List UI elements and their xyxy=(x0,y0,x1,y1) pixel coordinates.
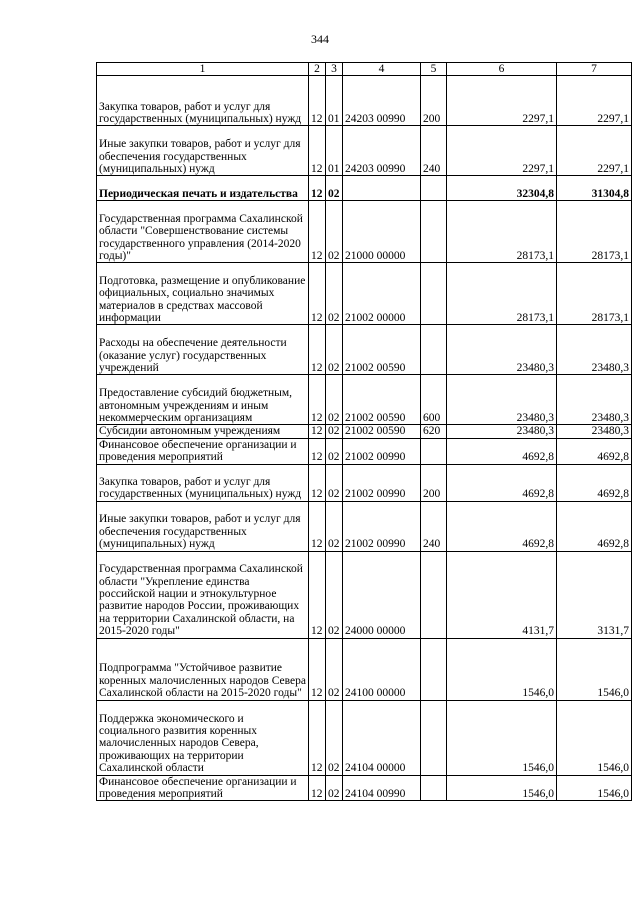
row-cell-name: Субсидии автономным учреждениям xyxy=(97,425,309,438)
row-cell-expense-type xyxy=(421,263,447,325)
header-cell-name: 1 xyxy=(97,63,309,76)
row-cell-year2: 23480,3 xyxy=(557,425,632,438)
row-cell-target-item: 24203 00990 xyxy=(343,76,421,126)
row-cell-expense-type xyxy=(421,775,447,801)
row-cell-section: 12 xyxy=(309,464,326,501)
row-cell-section: 12 xyxy=(309,263,326,325)
row-cell-year2: 1546,0 xyxy=(557,638,632,700)
row-cell-name: Иные закупки товаров, работ и услуг для обеспечения государственных (муниципальных) нужд xyxy=(97,126,309,176)
table-row xyxy=(97,263,632,325)
row-cell-subsection: 01 xyxy=(326,126,343,176)
header-cell-section: 2 xyxy=(309,63,326,76)
row-cell-target-item xyxy=(343,176,421,201)
row-cell-name: Предоставление субсидий бюджетным, автономным учреждениям и иным некоммерческим организациям xyxy=(97,375,309,425)
row-cell-subsection: 02 xyxy=(326,176,343,201)
row-cell-subsection: 02 xyxy=(326,700,343,775)
row-cell-name: Финансовое обеспечение организации и проведения мероприятий xyxy=(97,775,309,801)
row-cell-name: Расходы на обеспечение деятельности (оказание услуг) государственных учреждений xyxy=(97,325,309,375)
row-cell-subsection: 02 xyxy=(326,638,343,700)
row-cell-year1: 23480,3 xyxy=(447,375,557,425)
row-cell-name: Поддержка экономического и социального развития коренных малочисленных народов Севера, проживающих на территории Сахалинской области xyxy=(97,700,309,775)
row-cell-name: Закупка товаров, работ и услуг для государственных (муниципальных) нужд xyxy=(97,464,309,501)
row-cell-expense-type: 600 xyxy=(421,375,447,425)
row-cell-target-item: 24203 00990 xyxy=(343,126,421,176)
row-cell-year2: 1546,0 xyxy=(557,700,632,775)
table-row xyxy=(97,438,632,464)
row-cell-section: 12 xyxy=(309,375,326,425)
header-cell-expense-type: 5 xyxy=(421,63,447,76)
row-cell-expense-type: 200 xyxy=(421,464,447,501)
table-row xyxy=(97,375,632,425)
row-cell-expense-type xyxy=(421,176,447,201)
row-cell-target-item: 21002 00990 xyxy=(343,464,421,501)
row-cell-subsection: 02 xyxy=(326,464,343,501)
row-cell-name: Подготовка, размещение и опубликование официальных, социально значимых материалов в средствах массовой информации xyxy=(97,263,309,325)
row-cell-subsection: 02 xyxy=(326,501,343,551)
row-cell-section: 12 xyxy=(309,126,326,176)
row-cell-section: 12 xyxy=(309,700,326,775)
row-cell-section: 12 xyxy=(309,551,326,638)
row-cell-year1: 1546,0 xyxy=(447,700,557,775)
row-cell-section: 12 xyxy=(309,201,326,263)
row-cell-expense-type: 240 xyxy=(421,126,447,176)
row-cell-section: 12 xyxy=(309,775,326,801)
table-row xyxy=(97,775,632,801)
budget-table xyxy=(96,62,632,801)
row-cell-name: Государственная программа Сахалинской области "Совершенствование системы государственного управления (2014-2020 годы)" xyxy=(97,201,309,263)
row-cell-target-item: 21002 00000 xyxy=(343,263,421,325)
row-cell-year1: 4692,8 xyxy=(447,438,557,464)
row-cell-expense-type xyxy=(421,551,447,638)
row-cell-year2: 4692,8 xyxy=(557,501,632,551)
row-cell-year1: 4692,8 xyxy=(447,501,557,551)
row-cell-subsection: 02 xyxy=(326,375,343,425)
row-cell-subsection: 02 xyxy=(326,775,343,801)
row-cell-name: Периодическая печать и издательства xyxy=(97,176,309,201)
row-cell-expense-type xyxy=(421,700,447,775)
row-cell-expense-type: 620 xyxy=(421,425,447,438)
row-cell-section: 12 xyxy=(309,76,326,126)
row-cell-year1: 23480,3 xyxy=(447,325,557,375)
row-cell-target-item: 21002 00590 xyxy=(343,325,421,375)
row-cell-year2: 4692,8 xyxy=(557,464,632,501)
row-cell-year2: 23480,3 xyxy=(557,325,632,375)
table-row xyxy=(97,176,632,201)
row-cell-expense-type xyxy=(421,438,447,464)
table-row xyxy=(97,126,632,176)
row-cell-subsection: 02 xyxy=(326,201,343,263)
table-row xyxy=(97,638,632,700)
row-cell-section: 12 xyxy=(309,438,326,464)
row-cell-year1: 2297,1 xyxy=(447,126,557,176)
row-cell-subsection: 02 xyxy=(326,425,343,438)
table-body xyxy=(97,63,632,801)
row-cell-name: Закупка товаров, работ и услуг для государственных (муниципальных) нужд xyxy=(97,76,309,126)
row-cell-expense-type xyxy=(421,325,447,375)
table-row xyxy=(97,325,632,375)
row-cell-year1: 28173,1 xyxy=(447,201,557,263)
row-cell-subsection: 01 xyxy=(326,76,343,126)
row-cell-year2: 2297,1 xyxy=(557,126,632,176)
header-cell-year1: 6 xyxy=(447,63,557,76)
table-row xyxy=(97,201,632,263)
row-cell-section: 12 xyxy=(309,638,326,700)
row-cell-year1: 4131,7 xyxy=(447,551,557,638)
row-cell-target-item: 21002 00590 xyxy=(343,375,421,425)
row-cell-year1: 32304,8 xyxy=(447,176,557,201)
table-row xyxy=(97,425,632,438)
row-cell-expense-type: 240 xyxy=(421,501,447,551)
row-cell-expense-type: 200 xyxy=(421,76,447,126)
row-cell-subsection: 02 xyxy=(326,438,343,464)
row-cell-target-item: 24104 00000 xyxy=(343,700,421,775)
row-cell-year2: 3131,7 xyxy=(557,551,632,638)
row-cell-target-item: 21000 00000 xyxy=(343,201,421,263)
table-row xyxy=(97,700,632,775)
row-cell-section: 12 xyxy=(309,501,326,551)
row-cell-subsection: 02 xyxy=(326,551,343,638)
row-cell-year2: 28173,1 xyxy=(557,201,632,263)
header-cell-target-item: 4 xyxy=(343,63,421,76)
row-cell-year1: 28173,1 xyxy=(447,263,557,325)
row-cell-year2: 2297,1 xyxy=(557,76,632,126)
row-cell-expense-type xyxy=(421,638,447,700)
table-row xyxy=(97,464,632,501)
row-cell-target-item: 21002 00990 xyxy=(343,501,421,551)
table-row xyxy=(97,76,632,126)
row-cell-year1: 2297,1 xyxy=(447,76,557,126)
header-cell-year2: 7 xyxy=(557,63,632,76)
row-cell-subsection: 02 xyxy=(326,263,343,325)
row-cell-year2: 31304,8 xyxy=(557,176,632,201)
row-cell-year1: 1546,0 xyxy=(447,775,557,801)
row-cell-target-item: 24000 00000 xyxy=(343,551,421,638)
row-cell-section: 12 xyxy=(309,176,326,201)
row-cell-year2: 23480,3 xyxy=(557,375,632,425)
row-cell-section: 12 xyxy=(309,325,326,375)
row-cell-year1: 4692,8 xyxy=(447,464,557,501)
table-row xyxy=(97,501,632,551)
row-cell-target-item: 21002 00590 xyxy=(343,425,421,438)
row-cell-name: Подпрограмма "Устойчивое развитие коренных малочисленных народов Севера Сахалинской области на 2015-2020 годы" xyxy=(97,638,309,700)
row-cell-year2: 1546,0 xyxy=(557,775,632,801)
row-cell-target-item: 24104 00990 xyxy=(343,775,421,801)
row-cell-name: Иные закупки товаров, работ и услуг для обеспечения государственных (муниципальных) нужд xyxy=(97,501,309,551)
row-cell-section: 12 xyxy=(309,425,326,438)
row-cell-year2: 4692,8 xyxy=(557,438,632,464)
row-cell-year2: 28173,1 xyxy=(557,263,632,325)
row-cell-subsection: 02 xyxy=(326,325,343,375)
row-cell-name: Финансовое обеспечение организации и проведения мероприятий xyxy=(97,438,309,464)
table-row xyxy=(97,551,632,638)
row-cell-year1: 1546,0 xyxy=(447,638,557,700)
row-cell-target-item: 21002 00990 xyxy=(343,438,421,464)
row-cell-target-item: 24100 00000 xyxy=(343,638,421,700)
header-cell-subsection: 3 xyxy=(326,63,343,76)
page-number: 344 xyxy=(311,32,329,46)
row-cell-year1: 23480,3 xyxy=(447,425,557,438)
row-cell-name: Государственная программа Сахалинской области "Укрепление единства российской нации и этнокультурное развитие народов России, проживающих на территории Сахалинской области, на 2015-2020 годы" xyxy=(97,551,309,638)
row-cell-expense-type xyxy=(421,201,447,263)
table-header-row xyxy=(97,63,632,76)
